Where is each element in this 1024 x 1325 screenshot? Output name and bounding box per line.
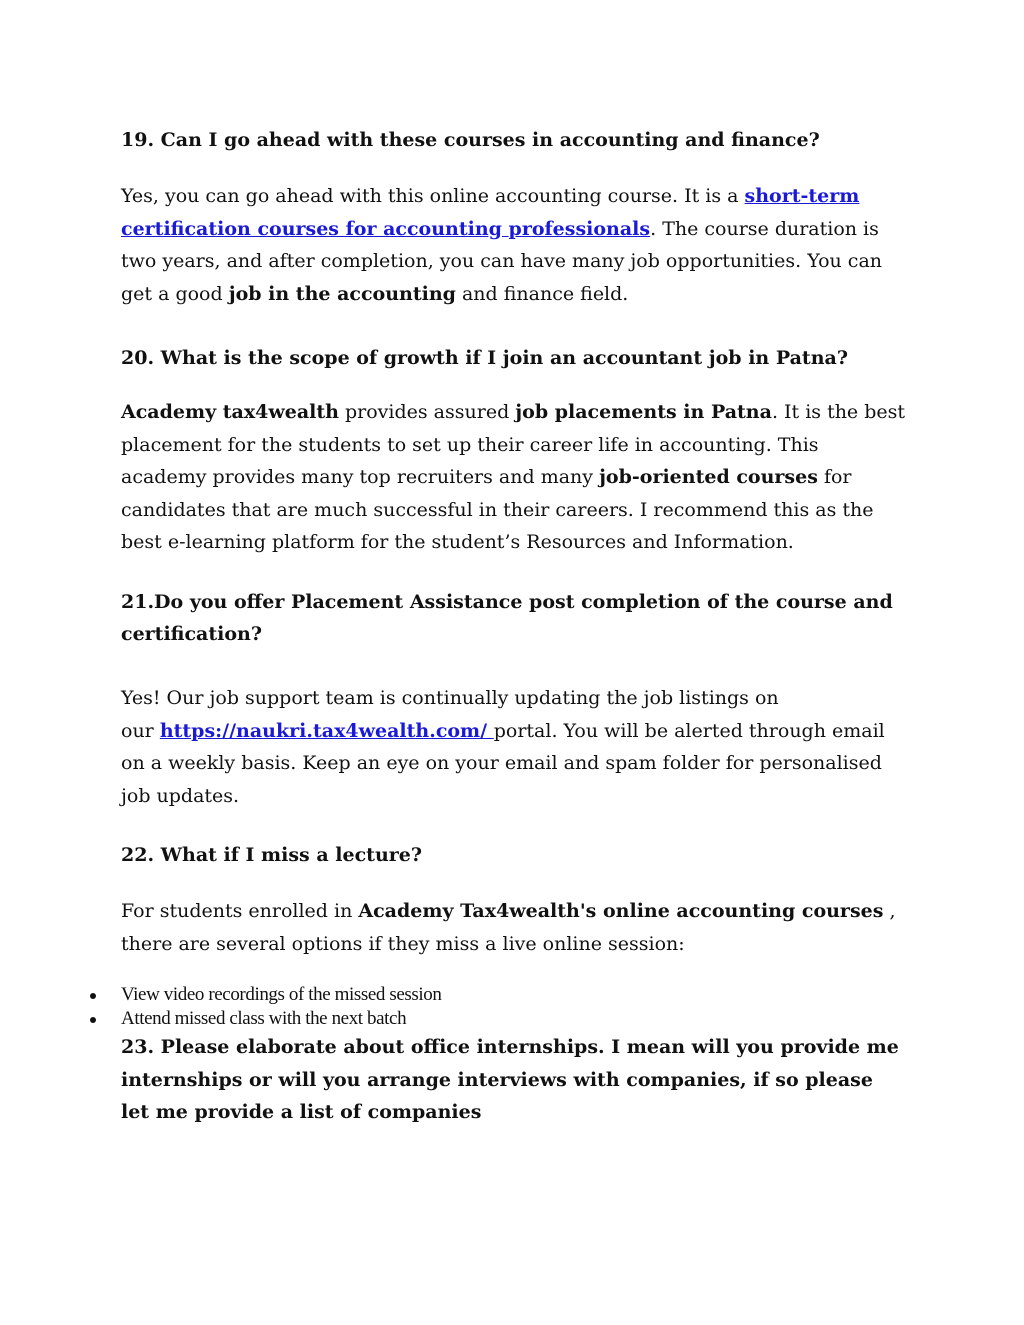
bullet-icon — [90, 1017, 96, 1023]
answer-20-text-3: for candidates that are much successful in their careers. I recommend this as the best e-learning platform for the student’s Resources and Information. — [121, 466, 874, 553]
answer-19-bold-1: job in the accounting — [228, 282, 456, 305]
answer-19-text-3: and finance field. — [455, 282, 629, 305]
answer-20-text-1: provides assured — [338, 401, 516, 423]
answer-19-paragraph — [121, 180, 906, 310]
list-item-text: View video recordings of the missed session — [121, 984, 442, 1005]
answer-22-text-2: , there are several options if they miss a live online session: — [121, 900, 896, 955]
question-22-heading: 22. What if I miss a lecture? — [121, 844, 422, 866]
answer-21-text-2: our — [121, 719, 160, 742]
question-21-heading: 21.Do you offer Placement Assistance post completion of the course and certification? — [121, 591, 893, 645]
list-item-text: Attend missed class with the next batch — [121, 1008, 407, 1029]
answer-21-paragraph — [121, 682, 906, 812]
answer-20-bold-3: job-oriented courses — [599, 466, 818, 488]
answer-20-text-2: . It is the best placement for the students to set up their career life in accounting. This academy provides many top recruiters and many — [121, 401, 906, 488]
naukri-portal-link[interactable]: https://naukri.tax4wealth.com/ — [159, 719, 494, 742]
missed-lecture-options-list — [0, 983, 1024, 1031]
list-item — [0, 983, 1024, 1007]
answer-20-bold-1: Academy tax4wealth — [121, 401, 339, 423]
answer-21-text-3: portal. You will be alerted through email on a weekly basis. Keep an eye on your email and spam folder for personalised job updates. — [121, 719, 885, 807]
answer-20-bold-2: job placements in Patna — [515, 401, 772, 423]
question-23-heading: 23. Please elaborate about office internships. I mean will you provide me internships or will you arrange interviews with companies, if so please let me provide a list of companies — [121, 1036, 899, 1123]
answer-22-paragraph — [121, 895, 906, 960]
answer-19-text-2: . The course duration is two years, and after completion, you can have many job opportunities. You can get a good — [121, 217, 883, 305]
bullet-icon — [90, 993, 96, 999]
answer-21-text-1: Yes! Our job support team is continually updating the job listings on — [121, 687, 779, 709]
question-19-heading: 19. Can I go ahead with these courses in accounting and finance? — [121, 129, 820, 151]
answer-22-text-1: For students enrolled in — [121, 900, 359, 922]
short-term-courses-link[interactable]: short-term certification courses for accounting professionals — [121, 185, 860, 240]
list-item — [0, 1007, 1024, 1031]
answer-22-bold-1: Academy Tax4wealth's online accounting courses — [358, 900, 884, 922]
answer-20-paragraph — [121, 396, 906, 559]
question-20-heading: 20. What is the scope of growth if I join an accountant job in Patna? — [121, 347, 848, 369]
answer-19-text-1: Yes, you can go ahead with this online accounting course. It is a — [121, 185, 745, 207]
